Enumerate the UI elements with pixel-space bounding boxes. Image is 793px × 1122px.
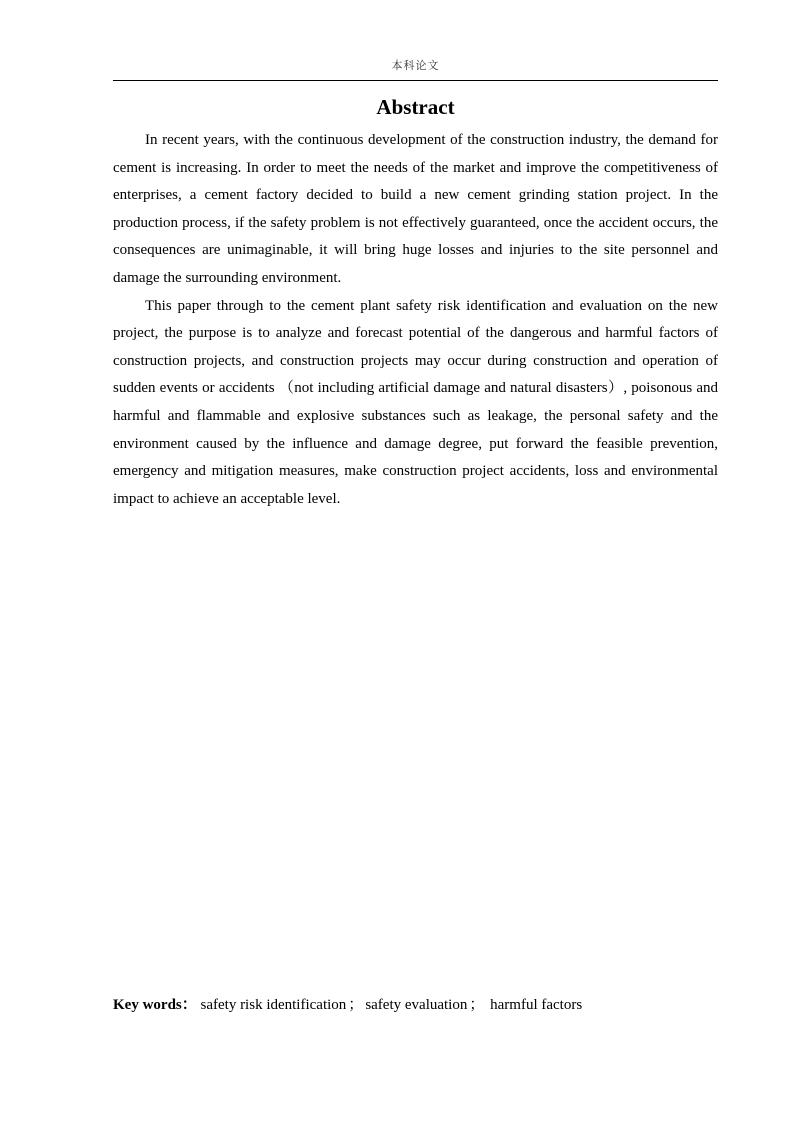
keyword-item: harmful factors: [490, 997, 583, 1013]
running-header: 本科论文: [391, 59, 440, 72]
keywords-label: Key words：: [113, 997, 197, 1013]
keyword-item: safety evaluation: [365, 997, 468, 1013]
header-divider: [113, 80, 718, 81]
keywords-line: [113, 994, 718, 1016]
abstract-body: [113, 127, 718, 513]
abstract-title: Abstract: [376, 95, 455, 119]
keyword-separator: ；: [348, 997, 364, 1013]
keyword-item: safety risk identification: [200, 997, 347, 1013]
abstract-paragraph-1: In recent years, with the continuous development of the construction industry, the demand for cement is increasing. In order to meet the needs of the market and improve the competitiveness of enterprises, a cement factory decided to build a new cement grinding station project. In the production process, if the safety problem is not effectively guaranteed, once the accident occurs, the consequences are unimaginable, it will bring huge losses and injuries to the site personnel and damage the surrounding environment.: [113, 132, 718, 286]
keyword-separator: ；: [469, 997, 485, 1013]
abstract-paragraph-2: This paper through to the cement plant safety risk identification and evaluation on the new project, the purpose is to analyze and forecast potential of the dangerous and harmful factors of construction projects, and construction projects may occur during construction and operation of sudden events or accidents （not including artificial damage and natural disasters）, poisonous and harmful and flammable and explosive substances such as leakage, the personal safety and the environment caused by the influence and damage degree, put forward the feasible prevention, emergency and mitigation measures, make construction project accidents, loss and environmental impact to achieve an acceptable level.: [113, 297, 718, 507]
